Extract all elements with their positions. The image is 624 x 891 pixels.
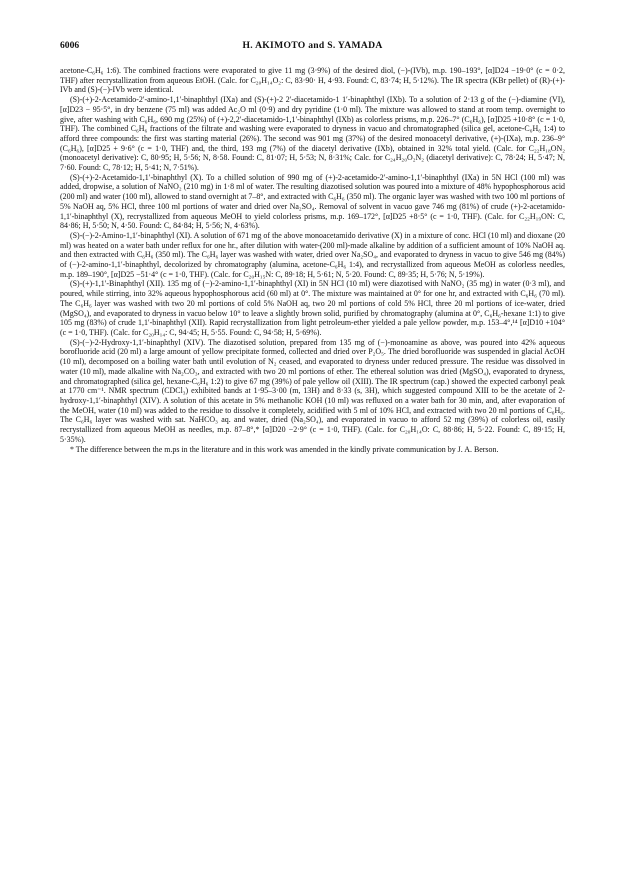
paragraph-xiv: (S)-(−)-2-Hydroxy-1,1′-binaphthyl (XIV). The diazotised solution, prepared from 135 mg of (−)-monoamine as above, was poured into 42% aqueous borofluoride acid (20 ml) a large amount of yellow precipitate formed, collected and dried over P₂O₅. The dried borofluoride was suspended in glacial AcOH (10 ml), decomposed on a boiling water bath until evolution of N₂ ceased, and evaporated to dryness under reduced pressure. The residue was dissolved in water (10 ml), made alkaline with Na₂CO₃, and extracted with two 20 ml portions of ether. The ethereal solution was dried (MgSO₄), evaporated to dryness, and chromatographed (silica gel, hexane-C₆H₆ 1:2) to give 67 mg (39%) of pale yellow oil (XIII). The IR spectrum (cap.) showed the expected carbonyl peak at 1770 cm⁻¹. NMR spectrum (CDCl₃) exhibited bands at 1·95–3·00 (m, 13H) and 8·33 (s, 3H), which suggested compound XIII to be the acetate of 2-hydroxy-1,1′-binaphthyl (XIV). A solution of this acetate in 5% methanolic KOH (10 ml) was refluxed on a water bath for 30 min, and, after evaporation of the MeOH, water (10 ml) was added to the residue to dissolve it completely, acidified with 5 ml of 10% HCl, and extracted with two 20 ml portions of C₆H₆. The C₆H₆ layer was washed with sat. NaHCO₃ aq. and water, dried (Na₂SO₄), and evaporated in vacuo to afford 52 mg (39%) of colorless oil, easily recrystallized from aqueous MeOH as needles, m.p. 87–8°,* [α]D20 −2·9° (c = 1·0, THF). (Calc. for C₂₀H₁₄O: C, 88·86; H, 5·22. Found: C, 89·15; H, 5·35%). xyxy=(60,337,565,444)
running-title: H. AKIMOTO and S. YAMADA xyxy=(242,40,383,51)
page-number: 6006 xyxy=(60,40,80,51)
journal-page xyxy=(60,40,565,455)
paragraph-x: (S)-(+)-2-Acetamido-1,1′-binaphthyl (X). To a chilled solution of 990 mg of (+)-2-acetamido-2′-amino-1,1′-binaphthyl (IXa) in 5N HCl (100 ml) was added, dropwise, a solution of NaNO₂ (210 mg) in 1·8 ml of water. The resulting diazotised solution was poured into a mixture of 48% hypophosphorous acid (200 ml) and water (100 ml), allowed to stand overnight at 7–8°, and extracted with C₆H₆ (350 ml). The organic layer was washed with two 100 ml portions of 5% NaOH aq, 5% HCl, three 100 ml portions of water and dried over Na₂SO₄. Removal of solvent in vacuo gave 746 mg (81%) of crude (+)-2-acetamido-1,1′-binaphthyl (X), recrystallized from aqueous MeOH to yield colorless prisms, m.p. 169–172°, [α]D25 +8·5° (c = 1·0, THF). (Calc. for C₂₂H₁₉ON: C, 84·86; H, 5·50; N, 4·50. Found: C, 84·84; H, 5·56; N, 4·63%). xyxy=(60,172,565,231)
paragraph-xii: (S)-(+)-1,1′-Binaphthyl (XII). 135 mg of (−)-2-amino-1,1′-binaphthyl (XI) in 5N HCl (10 ml) were diazotised with NaNO₂ (35 mg) in water (0·3 ml), and poured, while stirring, into 32% aqueous hypophosphorous acid (60 ml) at 0°. The mixture was maintained at 0° for one hr, and extracted with C₆H₆ (70 ml). The C₆H₆ layer was washed with two 20 ml portions of cold 5% NaOH aq, two 20 ml portions of cold 5% HCl, three 20 ml portions of ice-water, dried (MgSO₄), and evaporated to dryness in vacuo below 10° to leave a slightly brown solid, purified by chromatography (alumina at 0°, C₆H₆-hexane 1:1) to give 105 mg (83%) of crude 1,1′-binaphthyl (XII). Rapid recrystallization from light petroleum-ether yielded a pale yellow powder, m.p. 153–4°,¹⁴ [α]D10 +104° (c = 1·0, THF). (Calc. for C₂₀H₁₄: C, 94·45; H, 5·55. Found: C, 94·58; H, 5·69%). xyxy=(60,279,565,337)
paragraph-xi: (S)-(−)-2-Amino-1,1′-binaphthyl (XI). A solution of 671 mg of the above monoacetamido derivative (X) in a mixture of conc. HCl (10 ml) and dioxane (20 ml) was heated on a water bath under reflux for one hr., after dilution with water-(200 ml)-made alkaline by addition of a sufficient amount of 10% NaOH aq. and then extracted with C₆H₆ (350 ml). The C₆H₆ layer was washed with water, dried over Na₂SO₄, and evaporated to dryness in vacuo to give 546 mg (84%) of (−)-2-amino-1,1′-binaphthyl, decolorized by chromatography (alumina, acetone-C₆H₆ 1:4), and recrystallized from aqueous MeOH as colorless needles, m.p. 189–190°, [α]D25 −51·4° (c = 1·0, THF). (Calc. for C₂₀H₁₅N: C, 89·18; H, 5·61; N, 5·20. Found: C, 89·35; H, 5·76; N, 5·19%). xyxy=(60,230,565,279)
paragraph-ixa-ixb: (S)-(+)-2-Acetamido-2′-amino-1,1′-binaphthyl (IXa) and (S)-(+)-2 2′-diacetamido-1 1′-binaphthyl (IXb). To a solution of 2·13 g of the (−)-diamine (VI), [α]D23 − 95·5°, in dry benzene (75 ml) was added Ac₂O ml (0·9) and dry pyridine (1·0 ml). The mixture was allowed to stand at room temp. overnight to give, after washing with C₆H₆, 690 mg (25%) of (+)-2,2′-diacetamido-1,1′-binaphthyl (IXb) as colorless prisms, m.p. 226–7° (C₆H₆), [α]D25 +10·8° (c = 1·0, THF). The combined C₆H₆ fractions of the filtrate and washing were evaporated to dryness in vacuo and chromatographed (silica gel, acetone-C₆H₆ 1:4) to afford three compounds: the first was starting material (26%). The second was 901 mg (37%) of the desired monoacetyl derivative, (+)-(IXa), m.p. 236–9° (C₆H₆), [α]D25 + 9·6° (c = 1·0, THF) and, the third, 193 mg (7%) of the diacetyl derivative (IXb), obtained in 32% total yield. (Calc. for C₂₂H₁₈ON₂ (monoacetyl derivative): C, 80·95; H, 5·56; N, 8·58. Found: C, 81·07; H, 5·53; N, 8·31%; Calc. for C₂₄H₂₀O₂N₂ (diacetyl derivative): C, 78·24; H, 5·47; N, 7·60. Found: C, 78·12; H, 5·41; N, 7·51%). xyxy=(60,95,565,173)
footnote: * The difference between the m.ps in the literature and in this work was amended in the kindly private communication by J. A. Berson. xyxy=(70,445,499,455)
page-header xyxy=(60,40,565,62)
paragraph-continuation: acetone-C₆H₆ 1:6). The combined fractions were evaporated to give 11 mg (3·9%) of the desired diol, (−)-(IVb), m.p. 190–193°, [α]D24 −19·0° (c = 0·2, THF) after recrystallization from aqueous EtOH. (Calc. for C₂₀H₁₄O₂: C, 83·90· H, 4·93. Found: C, 83·74; H, 5·12%). The IR spectra (KBr pellet) of (R)-(+)-IVb and (S)-(−)-IVb were identical. xyxy=(60,66,565,95)
article-body xyxy=(60,66,565,455)
